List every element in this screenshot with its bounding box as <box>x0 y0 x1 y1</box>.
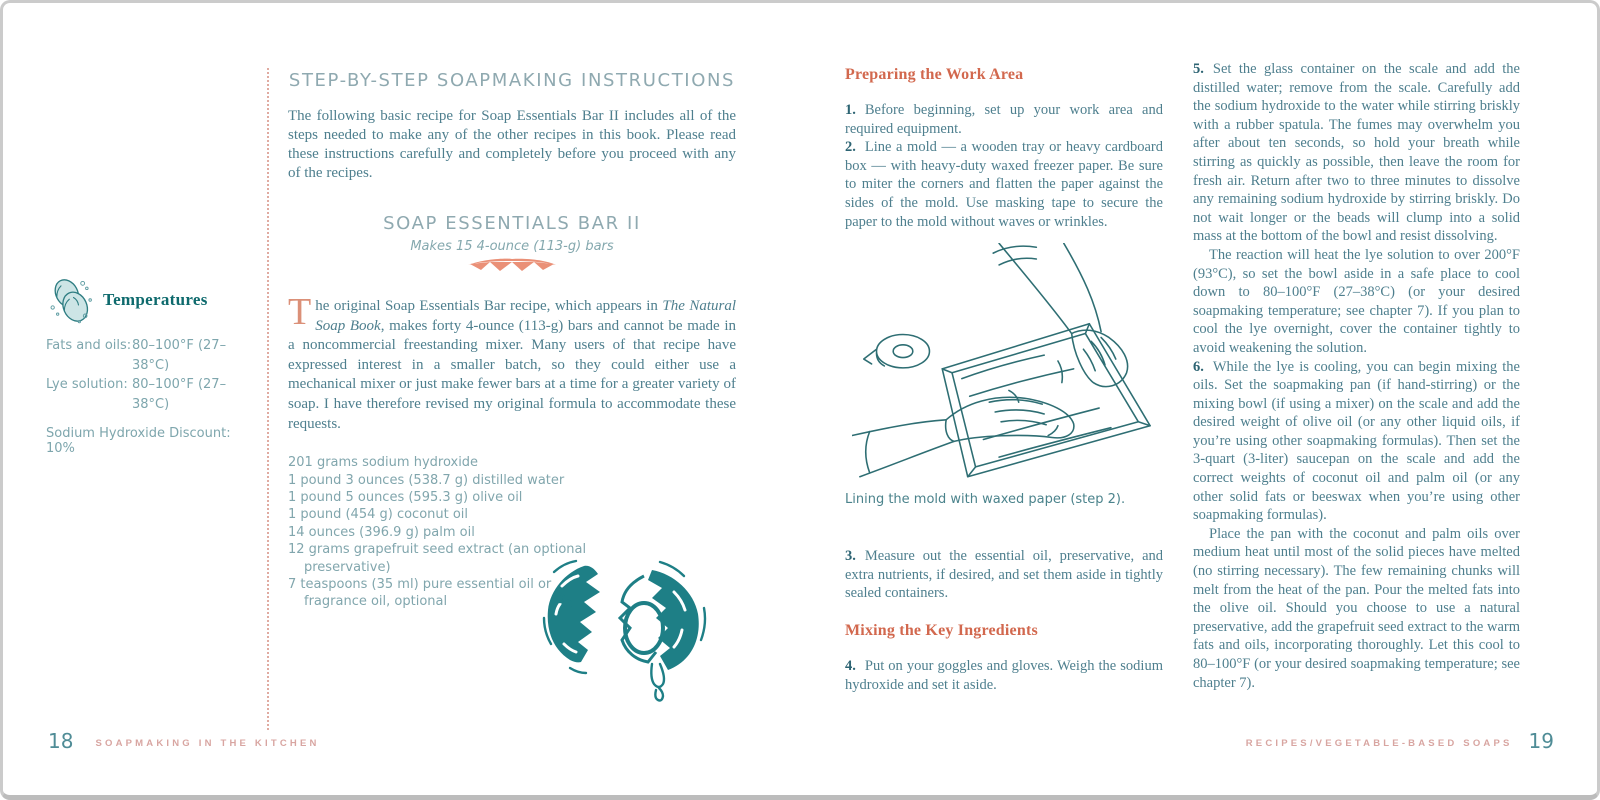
recipe-title: SOAP ESSENTIALS BAR II <box>383 213 641 234</box>
section-heading-preparing: Preparing the Work Area <box>845 66 1024 83</box>
step-number: 5. <box>1193 61 1204 77</box>
running-foot: SOAPMAKING IN THE KITCHEN <box>95 737 320 749</box>
paragraph-place-pan: Place the pan with the coconut and palm oils over medium heat until most of the solid pieces have melted (no stirring necessary). The few remaining chunks will melt from the heat of the pan. Pour the melted fats into the olive oil. Should you choose to use a natural preservative, add the grapefruit seed extract to the warm fats and oils, incorporating thoroughly. Let this cool to 80–100°F (or your desired soapmaking temperature; see chapter 7). <box>1193 525 1520 691</box>
running-foot: RECIPES/VEGETABLE-BASED SOAPS <box>1245 737 1513 749</box>
ingredient-item: 1 pound 5 ounces (595.3 g) olive oil <box>288 489 523 505</box>
mold-lining-illustration <box>852 243 1156 479</box>
intro-paragraph: The following basic recipe for Soap Essentials Bar II includes all of the steps needed to make any of the other recipes in this book. Please read these instructions carefully and completely before you proceed with any of the recipes. <box>288 108 736 181</box>
soap-bars-icon <box>46 274 96 326</box>
temperature-row <box>46 375 256 414</box>
sidebar-title: Temperatures <box>103 290 208 309</box>
sidebar-divider-dotted <box>267 68 269 730</box>
step-number: 2. <box>845 139 856 156</box>
page-number: 19 <box>1528 729 1554 753</box>
step-number: 4. <box>845 657 856 674</box>
page-title: STEP-BY-STEP SOAPMAKING INSTRUCTIONS <box>288 70 736 91</box>
step-number: 3. <box>845 548 856 565</box>
temperature-rows <box>46 336 256 414</box>
description-text: , makes forty 4-ounce (113-g) bars and cannot be made in a noncommercial freestanding mixer. Many users of that recipe have expressed interest in a smaller batch, so they could either use a mechanical mixer or just make fewer bars at a time for a greater variety of soap. I have therefore revised my original formula to accommodate these requests. <box>288 317 736 432</box>
right-page-footer <box>1246 729 1554 753</box>
zigzag-divider <box>288 258 736 277</box>
right-page-column-1 <box>845 66 1163 694</box>
step-text: Line a mold — a wooden tray or heavy cardboard box — with heavy-duty waxed freezer paper. Be sure to miter the corners and flatten the paper against the sides of the mold. Use masking tape to secure the paper to the mold without waves or wrinkles. <box>845 139 1163 230</box>
ingredient-item: 14 ounces (396.9 g) palm oil <box>288 524 475 540</box>
recipe-yield: Makes 15 4-ounce (113-g) bars <box>410 239 614 254</box>
step-text: Set the glass container on the scale and add the distilled water; remove from the scale. Carefully add the sodium hydroxide to the water while stirring briskly with a rubber spatula. The fumes may overwhelm you after about ten seconds, so hold your breath while stirring as quickly as possible, then leave the room for fresh air. Return after two to three minutes to dissolve any remaining sodium hydroxide by stirring briskly. Do not wait longer or the beads will clump into a solid mass at the bottom of the bowl and resist dissolving. <box>1193 61 1520 245</box>
temperature-row <box>46 336 256 375</box>
ingredient-item: 201 grams sodium hydroxide <box>288 455 479 471</box>
ingredient-item: 7 teaspoons (35 ml) pure essential oil or fragrance oil, optional <box>288 577 552 610</box>
drop-cap: T <box>288 291 312 333</box>
step-text: Put on your goggles and gloves. Weigh the sodium hydroxide and set it aside. <box>845 657 1163 693</box>
step-5 <box>1193 60 1520 246</box>
step-number: 6. <box>1193 358 1204 375</box>
book-title-italic: The Natural Soap Book <box>315 298 736 334</box>
step-4 <box>845 657 1163 694</box>
ingredient-item: 1 pound (454 g) coconut oil <box>288 507 469 523</box>
broken-soap-illustration <box>540 552 710 707</box>
step-6 <box>1193 358 1520 525</box>
mold-lining-figure <box>845 243 1163 507</box>
step-2 <box>845 138 1163 231</box>
paragraph-reaction: The reaction will heat the lye solution to over 200°F (93°C), so set the bowl aside in a safe place to cool down to 80–100°F (27–38°C) (or your desired soapmaking temperature; see chapter 7). If you plan to cool the lye overnight, cover the container tightly to avoid weakening the solution. <box>1193 246 1520 356</box>
step-1 <box>845 101 1163 138</box>
description-text: he original Soap Essentials Bar recipe, which appears in <box>315 298 663 314</box>
section-heading-mixing: Mixing the Key Ingredients <box>845 621 1038 639</box>
temperature-value: 80–100°F (27–38°C) <box>132 338 227 373</box>
step-text: Before beginning, set up your work area and required equipment. <box>845 102 1163 137</box>
ingredient-item: 1 pound 3 ounces (538.7 g) distilled water <box>288 472 565 488</box>
sodium-hydroxide-discount: Sodium Hydroxide Discount: 10% <box>46 426 231 456</box>
temperature-label: Fats and oils: <box>46 338 132 353</box>
step-number: 1. <box>845 102 856 118</box>
broken-soap-icon <box>540 552 710 702</box>
temperatures-sidebar <box>46 274 256 456</box>
temperatures-header <box>46 274 256 326</box>
recipe-description <box>288 291 736 434</box>
figure-caption: Lining the mold with waxed paper (step 2). <box>845 492 1126 508</box>
step-3 <box>845 547 1163 603</box>
steps-1-2 <box>845 101 1163 231</box>
right-page-column-2 <box>1193 60 1520 692</box>
zigzag-icon <box>466 258 558 272</box>
step-text: While the lye is cooling, you can begin mixing the oils. Set the soapmaking pan (if hand-stirring) or the mixing bowl (if using a mixer) on the scale and add the desired weight of olive oil (or any other liquid oils, if you’re using other soapmaking formulas). Then set the 3-quart (3-liter) saucepan on the scale and add the correct weights of coconut oil and palm oil (or any other solid fats or beeswax when you’re using other soapmaking formulas). <box>1193 358 1520 524</box>
ingredient-item: 12 grams grapefruit seed extract (an optional preservative) <box>288 542 587 575</box>
left-page-footer <box>48 729 320 753</box>
page-number: 18 <box>48 729 74 753</box>
temperature-label: Lye solution: <box>46 377 128 392</box>
step-text: Measure out the essential oil, preservative, and extra nutrients, if desired, and set them aside in tightly sealed containers. <box>845 548 1163 602</box>
left-page-main-column <box>288 70 736 611</box>
temperature-value: 80–100°F (27–38°C) <box>132 377 227 412</box>
